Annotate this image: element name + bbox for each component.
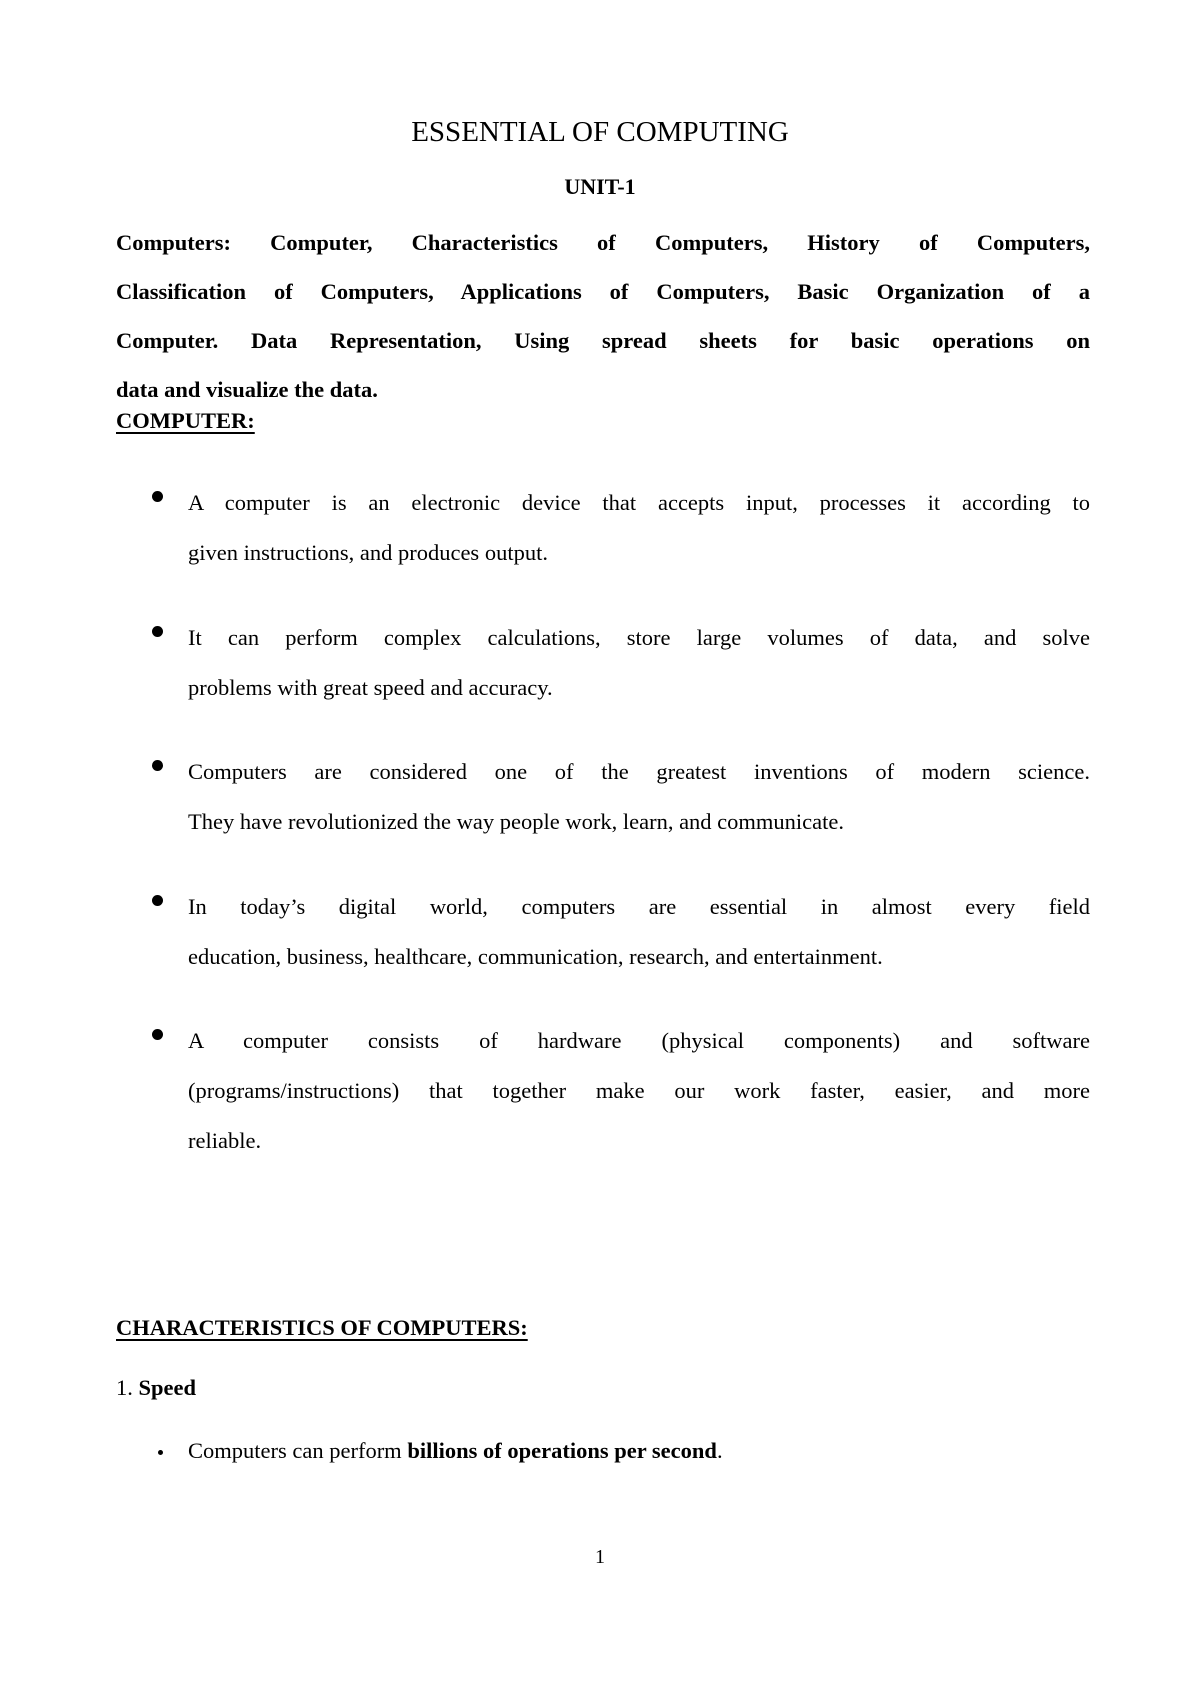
unit-label: UNIT-1 <box>564 174 636 199</box>
bullet-line: given instructions, and produces output. <box>188 540 548 565</box>
bullet-line: It can perform complex calculations, store large volumes of data, and solve <box>188 625 1090 650</box>
bullet-icon <box>152 1029 163 1040</box>
syllabus-line: data and visualize the data. <box>116 377 378 402</box>
document-title: ESSENTIAL OF COMPUTING <box>411 116 789 148</box>
syllabus-paragraph <box>116 218 1090 414</box>
bullet-line: education, business, healthcare, communication, research, and entertainment. <box>188 944 883 969</box>
sub-bullet-bold: billions of operations per second <box>407 1438 717 1463</box>
speed-sub-bullet <box>188 1436 723 1466</box>
computer-bullet-2 <box>188 613 1090 713</box>
item-number: 1. <box>116 1375 133 1400</box>
bullet-line: (programs/instructions) that together make our work faster, easier, and more <box>188 1078 1090 1103</box>
bullet-icon <box>152 760 163 771</box>
bullet-line: They have revolutionized the way people work, learn, and communicate. <box>188 809 845 834</box>
bullet-icon <box>152 895 163 906</box>
sub-bullet-icon <box>158 1450 163 1455</box>
bullet-line: problems with great speed and accuracy. <box>188 675 553 700</box>
bullet-icon <box>152 626 163 637</box>
bullet-line: In today’s digital world, computers are essential in almost every field <box>188 894 1090 919</box>
syllabus-line: Classification of Computers, Applications of Computers, Basic Organization of a <box>116 279 1090 304</box>
computer-bullet-1 <box>188 478 1090 578</box>
page-number: 1 <box>595 1546 605 1568</box>
computer-bullet-4 <box>188 882 1090 982</box>
syllabus-line: Computer. Data Representation, Using spread sheets for basic operations on <box>116 328 1090 353</box>
computer-bullet-3 <box>188 747 1090 847</box>
bullet-line: Computers are considered one of the greatest inventions of modern science. <box>188 759 1090 784</box>
sub-bullet-prefix: Computers can perform <box>188 1438 408 1463</box>
computer-heading: COMPUTER: <box>116 408 255 433</box>
computer-bullet-5 <box>188 1016 1090 1166</box>
bullet-line: A computer is an electronic device that accepts input, processes it according to <box>188 490 1090 515</box>
characteristic-item-speed <box>116 1373 196 1403</box>
sub-bullet-suffix: . <box>716 1438 723 1463</box>
bullet-line: reliable. <box>188 1128 262 1153</box>
bullet-line: A computer consists of hardware (physical components) and software <box>188 1028 1090 1053</box>
characteristics-heading: CHARACTERISTICS OF COMPUTERS: <box>116 1315 528 1340</box>
item-title: Speed <box>138 1375 197 1400</box>
syllabus-line: Computers: Computer, Characteristics of Computers, History of Computers, <box>116 230 1090 255</box>
bullet-icon <box>152 491 163 502</box>
